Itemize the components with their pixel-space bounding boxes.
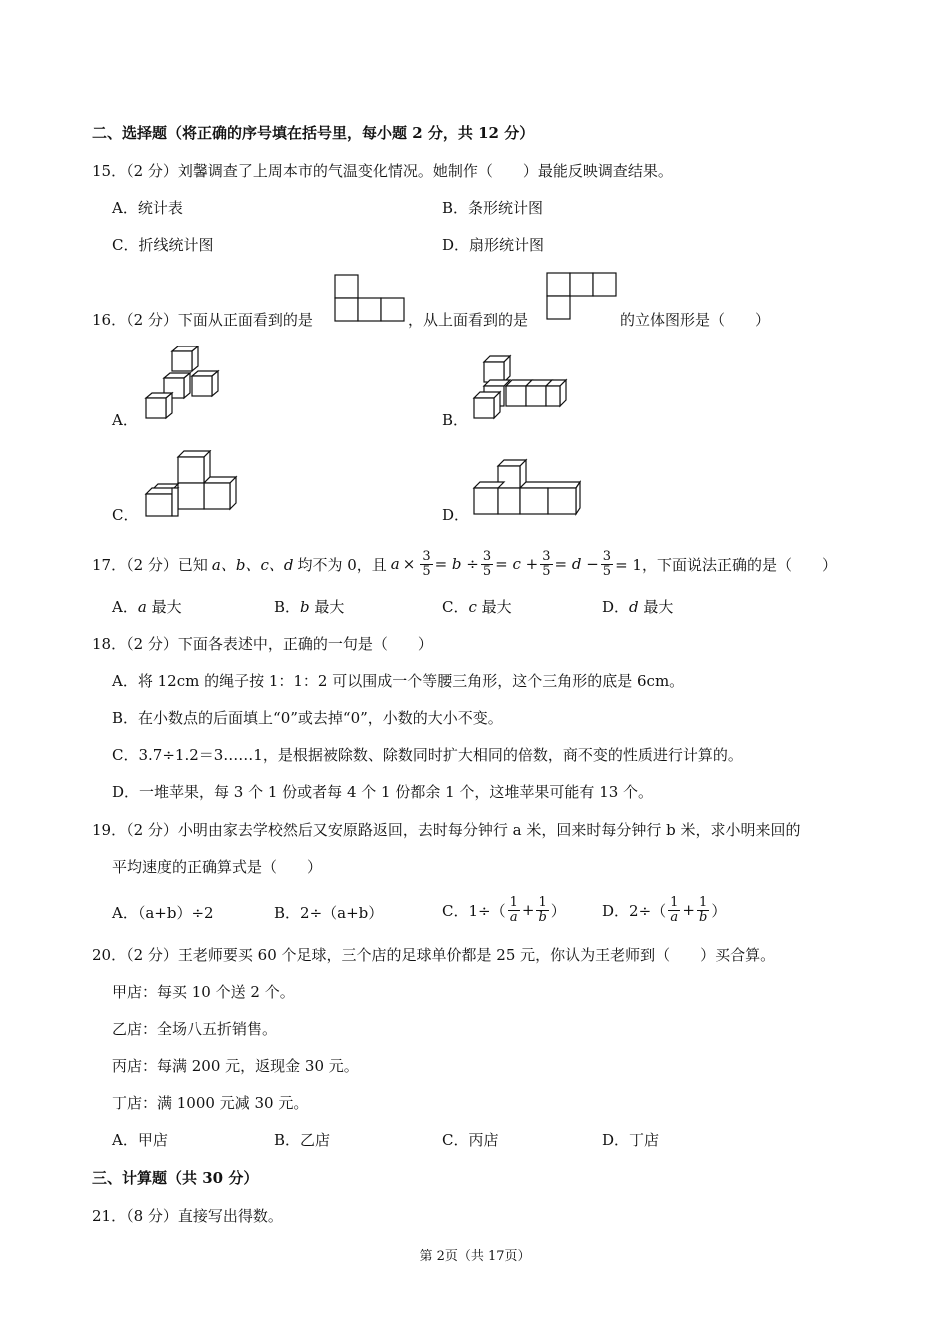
q16-option-a-label: A． — [112, 411, 138, 429]
q16-option-b-label: B． — [442, 411, 469, 429]
q16-text-2: ，从上面看到的是 — [408, 311, 529, 329]
q15-option-d: D．扇形统计图 — [442, 236, 545, 254]
q20-shop-2: 乙店：全场八五折销售。 — [112, 1020, 278, 1038]
top-view-figure — [546, 272, 618, 322]
q20-option-d: D．丁店 — [602, 1131, 660, 1149]
q21-stem: 21．（8 分）直接写出得数。 — [92, 1207, 283, 1225]
q17-option-d: D．d 最大 — [602, 598, 674, 616]
q20-option-c: C．丙店 — [442, 1131, 499, 1149]
q20-shop-3: 丙店：每满 200 元，返现金 30 元。 — [112, 1057, 359, 1075]
q16-option-a-figure — [144, 346, 224, 422]
q20-stem: 20．（2 分）王老师要买 60 个足球，三个店的足球单价都是 25 元，你认为王老师到（ ）买合算。 — [92, 946, 776, 964]
q20-option-a: A．甲店 — [112, 1131, 168, 1149]
q19-option-c: C．1÷（ $\frac{1}{a}$ + $\frac{1}{b}$ ） — [442, 894, 566, 925]
q16-text-1: 16．（2 分）下面从正面看到的是 — [92, 311, 313, 329]
q18-option-c: C．3.7÷1.2＝3……1，是根据被除数、除数同时扩大相同的倍数，商不变的性质进行计算的。 — [112, 746, 743, 764]
q16-option-c-figure — [144, 450, 238, 520]
q20-option-b: B．乙店 — [274, 1131, 331, 1149]
q16-option-c-label: C． — [112, 506, 139, 524]
q16-text-3: 的立体图形是（ ） — [620, 311, 771, 329]
front-view-figure — [334, 274, 406, 324]
page-footer: 第 2页（共 17页） — [419, 1249, 531, 1264]
q17-stem: 17．（2 分）已知 a、b、c、d 均不为 0，且 a × $\frac{3}{5}$ = b ÷ $\frac{3}{5}$ = c + $\frac{3}{5}$ = d − $\frac{3}{5}$ = 1，下面说法正确的是（ ） — [92, 548, 837, 579]
q18-option-a: A．将 12cm 的绳子按 1：1：2 可以围成一个等腰三角形，这个三角形的底是 6cm。 — [112, 672, 685, 690]
q19-option-b: B．2÷（a+b） — [274, 904, 384, 922]
section-2-heading: 二、选择题（将正确的序号填在括号里，每小题 2 分，共 12 分） — [92, 124, 535, 142]
q20-shop-1: 甲店：每买 10 个送 2 个。 — [112, 983, 295, 1001]
q15-option-a: A．统计表 — [112, 199, 183, 217]
q17-option-b: B．b 最大 — [274, 598, 345, 616]
q17-option-c: C．c 最大 — [442, 598, 512, 616]
q19-stem-line2: 平均速度的正确算式是（ ） — [112, 858, 323, 876]
q18-option-b: B．在小数点的后面填上“0”或去掉“0”，小数的大小不变。 — [112, 709, 503, 727]
q15-option-c: C．折线统计图 — [112, 236, 214, 254]
q16-option-b-figure — [472, 354, 568, 424]
q15-stem: 15．（2 分）刘馨调查了上周本市的气温变化情况。她制作（ ）最能反映调查结果。 — [92, 162, 673, 180]
q20-shop-4: 丁店：满 1000 元减 30 元。 — [112, 1094, 309, 1112]
q18-stem: 18．（2 分）下面各表述中，正确的一句是（ ） — [92, 635, 433, 653]
q17-option-a: A．a 最大 — [112, 598, 182, 616]
q19-option-d: D．2÷（ $\frac{1}{a}$ + $\frac{1}{b}$ ） — [602, 894, 727, 925]
q19-option-a: A．（a+b）÷2 — [112, 904, 214, 922]
q16-option-d-figure — [472, 458, 582, 520]
q15-option-b: B．条形统计图 — [442, 199, 544, 217]
q18-option-d: D．一堆苹果，每 3 个 1 份或者每 4 个 1 份都余 1 个，这堆苹果可能有 13 个。 — [112, 783, 654, 801]
q19-stem-line1: 19．（2 分）小明由家去学校然后又安原路返回，去时每分钟行 a 米，回来时每分钟行 b 米，求小明来回的 — [92, 821, 801, 839]
q16-option-d-label: D． — [442, 506, 470, 524]
section-3-heading: 三、计算题（共 30 分） — [92, 1169, 259, 1187]
